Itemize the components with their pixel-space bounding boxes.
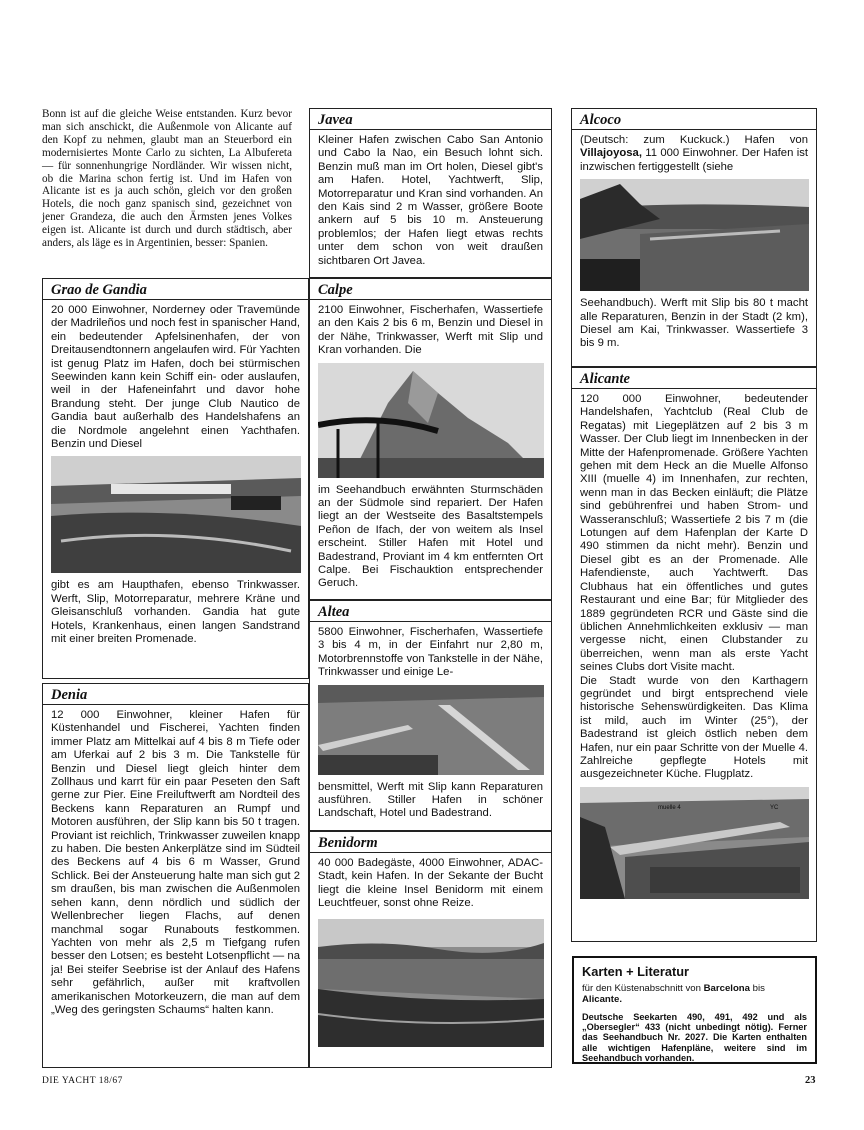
literature-text-part: bis: [750, 983, 765, 994]
section-title: Javea: [310, 109, 551, 130]
section-text: 2100 Einwohner, Fischerhafen, Wassertiefe an den Kais 2 bis 6 m, Benzin und Diesel in der Nähe, Trinkwasser, Werft mit Slip und Kran vorhanden. Die: [318, 304, 543, 357]
place-name: Alicante.: [582, 993, 622, 1005]
section-text: 120 000 Einwohner, bedeutender Handelshafen, Yachtclub (Real Club de Regatas) mit Liegeplätzen auf 2 bis 3 m Wasser. Der Club liegt im Innenbecken in der Mitte der Hafenpromenade. Größere Yachten gehen mit dem Heck an die Muelle Alfonso XIII (muelle 4) im Innenhafen, zur rechten, wenn man in das Becken einläuft; die Plätze sind gebührenfrei und haben Strom- und Wasseranschluß; Wassertiefe 2 bis 7 m (die Lotungen auf dem Hafenplan der Karte D 490 stimmen da nicht mehr). Benzin und Diesel gibt es an der Promenade. Alle Hafendienste, auch Yachtwerft. Das Clubhaus hat ein öffentliches und gutes Restaurant und eine Bar; für Mitglieder des 1889 gegründeten RCR und Gäste sind die üblichen Annehmlichkeiten exklusiv — man vergesse nicht, einen Clubstander zu überreichen, wenn man als erste Yacht seines Clubs dort Visite macht.: [580, 393, 808, 674]
section-benidorm: [309, 831, 552, 1068]
section-alicante: [571, 367, 817, 942]
place-name: Barcelona: [703, 983, 750, 994]
section-text-continued: Seehandbuch). Werft mit Slip bis 80 t macht alle Reparaturen, Benzin in der Stadt (2 km), Diesel am Kai, Trinkwasser. Wassertiefe 3 bis 9 m.: [580, 297, 808, 350]
section-text-part: (Deutsch: zum Kuckuck.) Hafen von: [580, 134, 808, 146]
literature-text: Deutsche Seekarten 490, 491, 492 und als „Obersegler“ 433 (nicht unbedingt nötig). Ferner das Seehandbuch Nr. 2027. Die Karten enthalten alle wichtigen Hafenpläne, weitere sind im Seehandbuch vorhanden.: [582, 1011, 807, 1064]
magazine-issue: DIE YACHT 18/67: [42, 1076, 123, 1086]
section-text: 40 000 Badegäste, 4000 Einwohner, ADAC-Stadt, kein Hafen. In der Sekante der Bucht liegt die kleine Insel Benidorm mit einem Leuchtfeuer, sonst ohne Reize.: [318, 857, 543, 910]
literature-title: Karten + Literatur: [582, 964, 690, 979]
intro-paragraph: Bonn ist auf die gleiche Weise entstanden. Kurz bevor man sich anschickt, die Außenmole von Alicante auf den Kopf zu nehmen, glaubt man an Steuerbord ein modernisiertes Monte Carlo zu sichten, La Albufereta — für sonnenhungrige Nordländer. Wir wissen nicht, ob die Marina schon fertig ist. Und im Hafen von Alicante ist es ja auch schön, gleich vor den großen Hotels, die noch ganz spanisch sind, gezeichnet von jener Grandeza, die auch den Ärmsten jenes Volkes eigen ist. Alicante ist durch und durch städtisch, aber anders, als läge es in Argentinien, besser: Spanien.: [42, 108, 292, 250]
harbor-photo-alcoco: [580, 179, 809, 291]
beach-photo-benidorm: [318, 919, 544, 1047]
section-altea: [309, 600, 552, 831]
place-name: Villajoyosa,: [580, 147, 642, 160]
section-title: Calpe: [310, 279, 551, 300]
section-title: Altea: [310, 601, 551, 622]
section-text-continued: bensmittel, Werft mit Slip kann Reparaturen ausführen. Stiller Hafen in schöner Landschaft, Hotel und Badestrand.: [318, 780, 543, 820]
literature-box: [572, 956, 817, 1064]
harbor-photo-altea: [318, 685, 544, 775]
literature-intro: [582, 984, 807, 1006]
section-title: Grao de Gandia: [43, 279, 308, 300]
photo-label-muelle: muelle 4: [658, 804, 681, 811]
section-text: [580, 134, 808, 174]
section-text-2: Die Stadt wurde von den Karthagern gegründet und birgt entsprechend viele historische Sehenswürdigkeiten. Das Klima ist mild, auch im Winter (25°), der Badestrand ist gleich östlich neben dem Hafen, nur ein paar Schritte von der Muelle 4. Zahlreiche gepflegte Hotels mit ausgezeichneter Küche. Flugplatz.: [580, 674, 808, 781]
page-number: 23: [805, 1075, 816, 1086]
section-denia: [42, 683, 309, 1068]
section-text: Kleiner Hafen zwischen Cabo San Antonio und Cabo la Nao, ein Besuch lohnt sich. Benzin muß man im Ort holen, Diesel gibt's am Hafen. Hotel, Yachtwerft, Slip, Motorreparatur und Kran sind vorhanden. An den Kais sind 2 m Wasser, größere Boote ankern auf 5 bis 10 m. Ansteuerung problemlos; der Hafen liegt etwas rechts unter dem schon von weit draußen sichtbaren Ort Javea.: [318, 134, 543, 267]
section-text: 5800 Einwohner, Fischerhafen, Wassertiefe 3 bis 4 m, in der Einfahrt nur 2,80 m, Motorbrennstoffe von Tankstelle in der Nähe, Trinkwasser und einige Le-: [318, 626, 543, 679]
literature-text-part: für den Küstenabschnitt von: [582, 983, 704, 994]
harbor-photo-gandia: [51, 456, 301, 573]
section-alcoco: [571, 108, 817, 367]
section-title: Alcoco: [572, 109, 816, 130]
section-text-continued: gibt es am Haupthafen, ebenso Trinkwasser. Werft, Slip, Motorreparatur, mehrere Kräne und Gleisanschluß vorhanden. Gandia hat gute Hotels, Krankenhaus, einen langen Sandstrand mit einer breiten Promenade.: [51, 579, 300, 646]
section-text: 12 000 Einwohner, kleiner Hafen für Küstenhandel und Fischerei, Yachten finden immer Platz am Mittelkai auf 4 bis 8 m Tiefe oder am Uferkai auf 2 bis 3 m. Die Tankstelle für Benzin und Diesel liegt gleich hinter dem Zollhaus und karrt für ein paar Peseten den Saft gerne zur Pier. Eine Freiluftwerft am Nordteil des Beckens kann Reparaturen an Rumpf und Motoren ausführen, der Slip kann bis 50 t tragen. Proviant ist reichlich, Trinkwasser zuweilen knapp zu haben. Die besten Ankerplätze sind im Südteil des Beckens auf 4 bis 6 m Wasser, Grund Schlick. Bei der Ansteuerung halte man sich gut 2 sm draußen, bis man zwischen die Außenmolen sehen kann, denn nördlich und südlich der Wellenbrecher liegen Flachs, auf denen manchmal sogar Runabouts festkommen. Yachten von mehr als 2,5 m Tiefgang rufen besser den Lotsen; es besteht Lotsenpflicht — na ja! Bei steifer Seebrise ist der Anlauf des Hafens sehr gefährlich, außer mit kraftvollen amerikanischen Motorkeuzern, die man auf dem „Weg des geringsten Schaums“ halten kann.: [51, 709, 300, 1016]
section-text-part: 11 000 Einwohner. Der Hafen ist inzwischen fertiggestellt (siehe: [580, 147, 808, 173]
harbor-photo-calpe: [318, 363, 544, 478]
section-title: Alicante: [572, 368, 816, 389]
section-text: 20 000 Einwohner, Norderney oder Travemünde der Madrileños und noch fest in spanischer Hand, ein bedeutender Apfelsinenhafen, der von Dreitausendtonnern angelaufen wird. Für Yachten ist genug Platz im Hafen, doch bei stürmischen Seewinden kann kein Schiff ein- oder auslaufen, weil in der Hafeneinfahrt und davor hohe Brandung steht. Der junge Club Nautico de Gandia baut außerhalb des Handelshafens an die Nordmole angelehnt einen Yachthafen. Benzin und Diesel: [51, 304, 300, 451]
section-title: Benidorm: [310, 832, 551, 853]
harbor-photo-alicante: [580, 787, 809, 899]
section-grao-de-gandia: [42, 278, 309, 679]
section-title: Denia: [43, 684, 308, 705]
section-text-continued: im Seehandbuch erwähnten Sturmschäden an der Südmole sind repariert. Der Hafen liegt an der Westseite des Basaltstempels Peñon de Ifach, der von weitem als Insel erscheint. Stiller Hafen mit Hotel und Badestrand, Proviant im 4 km entfernten Ort Calpe. Bei Fischauktion entsprechender Geruch.: [318, 483, 543, 590]
photo-label-yc: YC: [770, 804, 779, 811]
section-calpe: [309, 278, 552, 600]
section-javea: [309, 108, 552, 278]
